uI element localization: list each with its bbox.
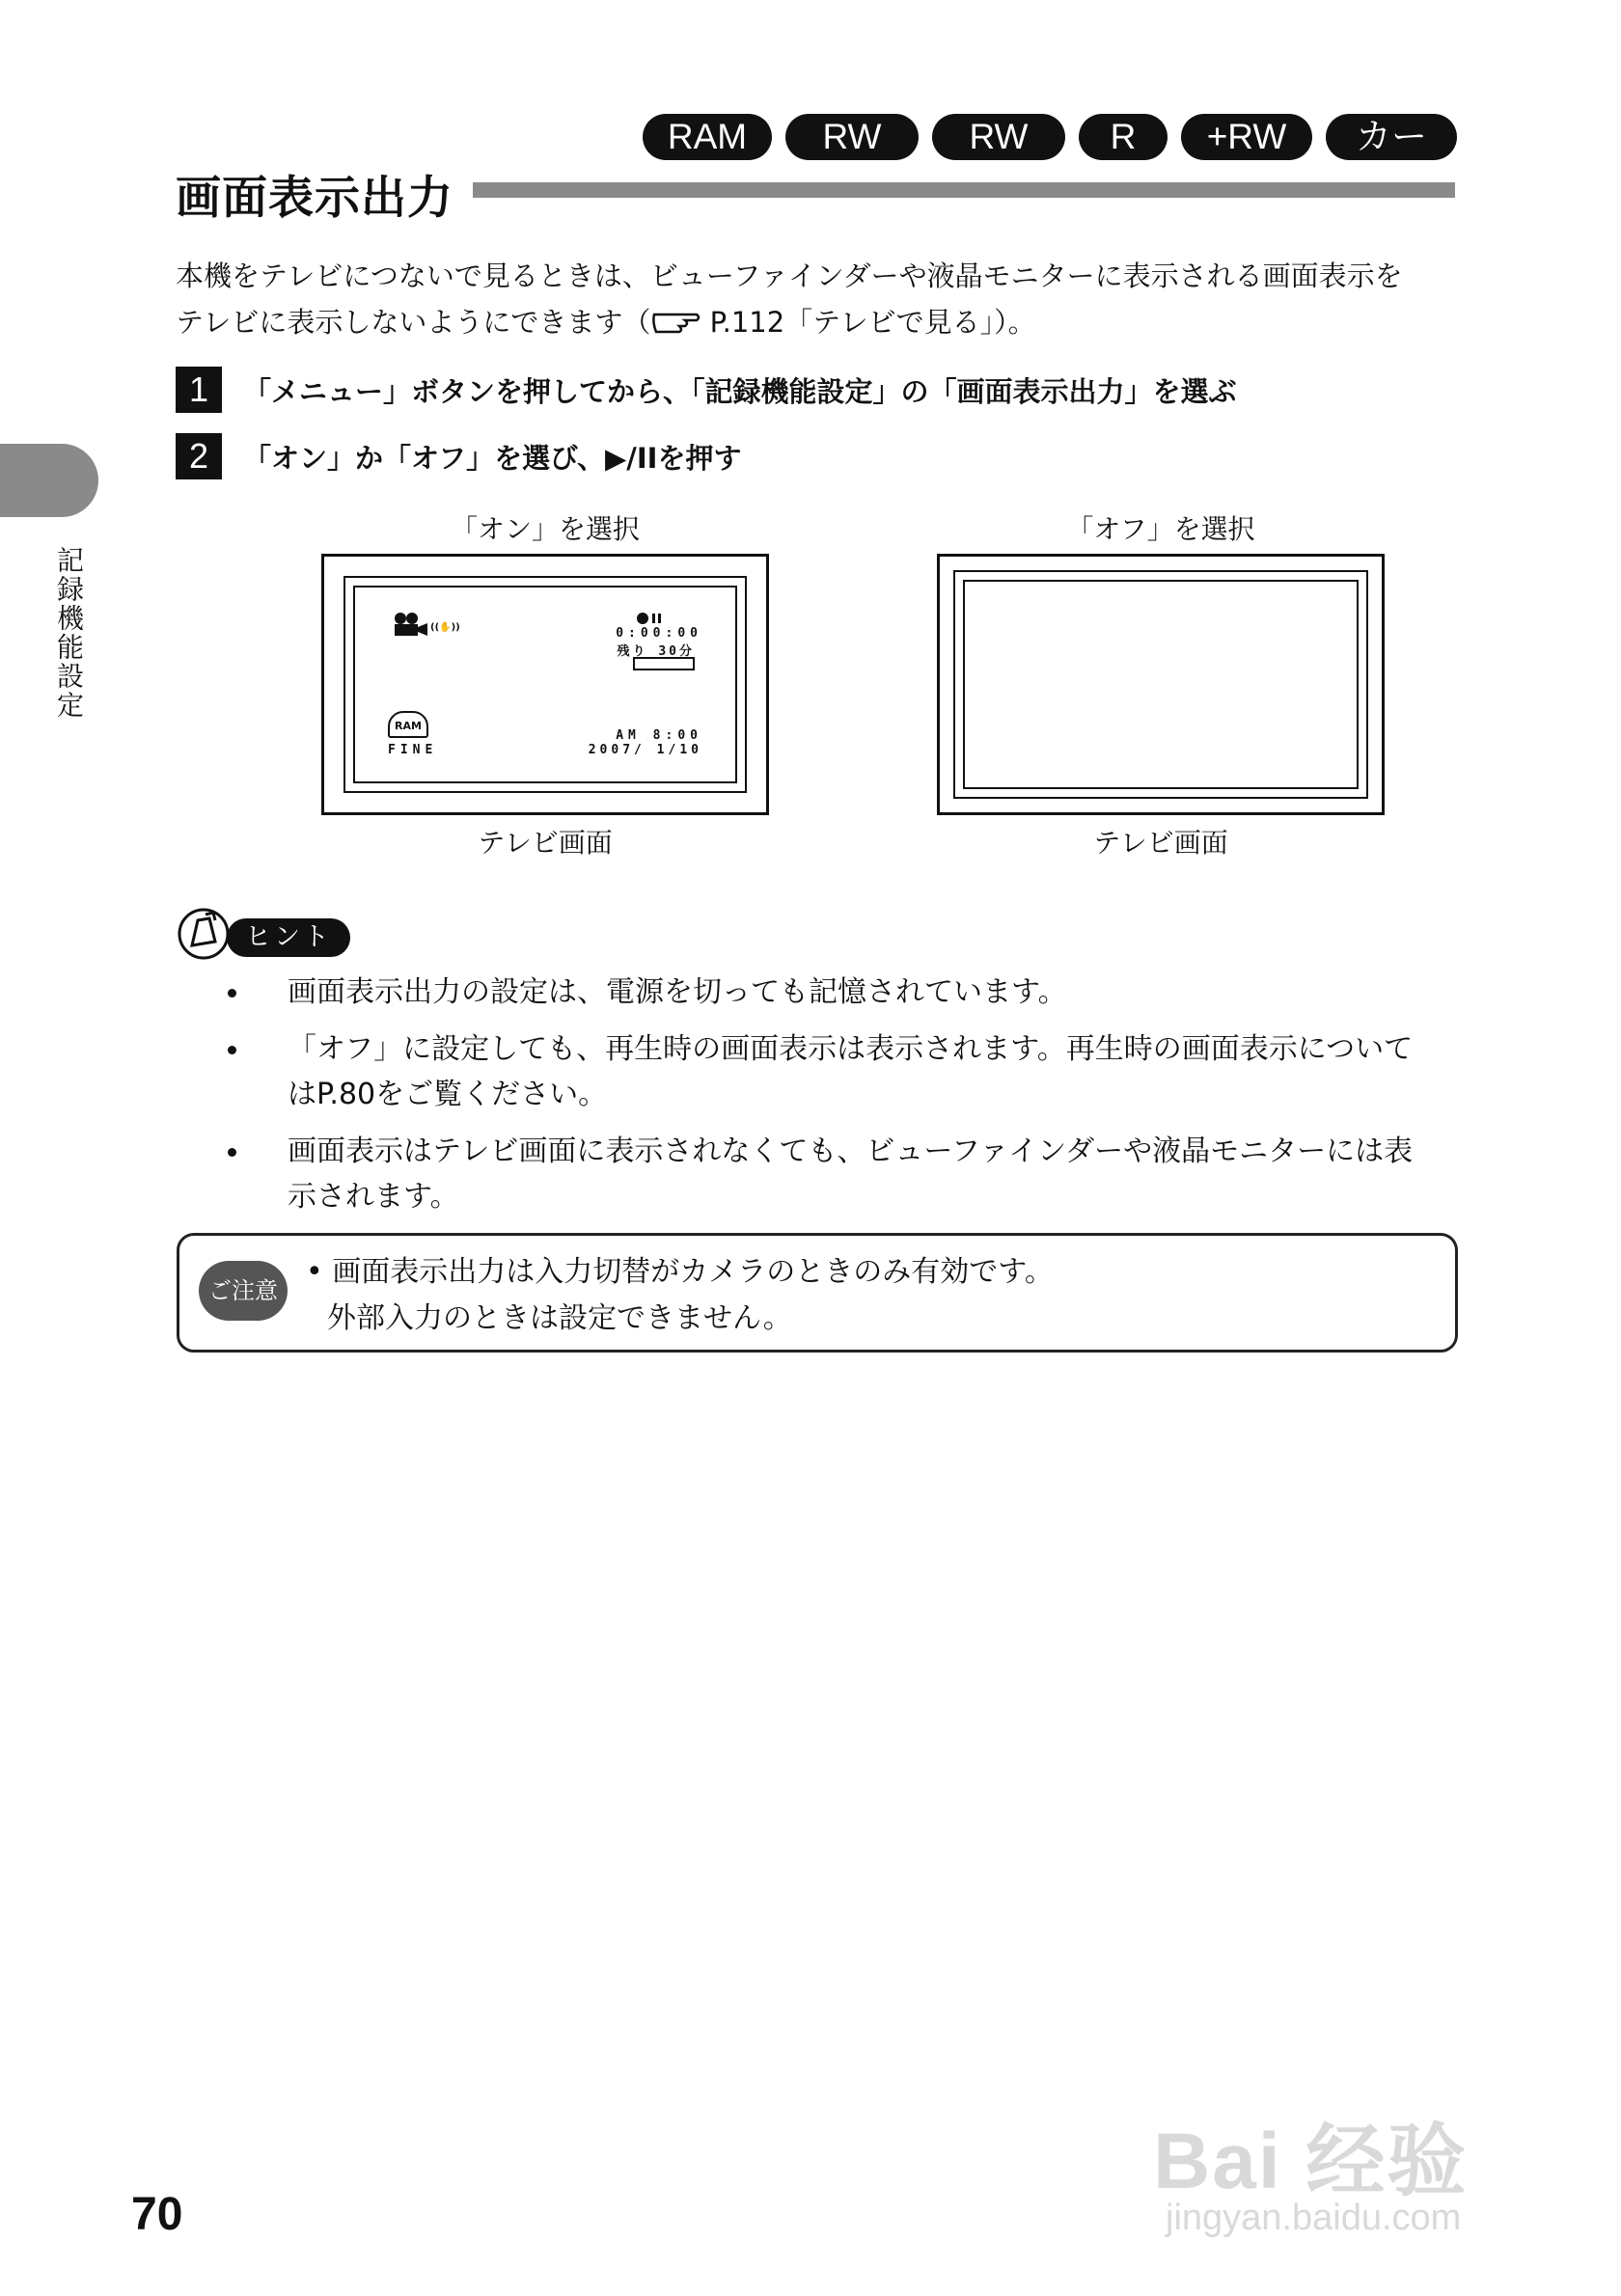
caution-line-2: 外部入力のときは設定できません。 (327, 1301, 792, 1335)
stabilizer-icon: ((✋)) (430, 622, 460, 633)
hint-pencil-icon (177, 907, 231, 961)
caution-text (306, 1249, 1054, 1342)
title-rule (473, 182, 1455, 198)
badge-r: R (1079, 114, 1168, 160)
badge-rw-vr: RW (785, 114, 919, 160)
hint-item: 画面表示はテレビ画面に表示されなくても、ビューファインダーや液晶モニターには表 示されます。 (228, 1129, 1463, 1219)
hint-label: ヒント (227, 918, 350, 957)
disc-icon: RAM (388, 711, 428, 738)
intro-line-2a: テレビに表示しないようにできます（ (176, 306, 651, 339)
pointing-hand-icon (650, 309, 701, 336)
caution-badge: ご注意 (199, 1261, 288, 1321)
on-bottom-caption: テレビ画面 (478, 827, 613, 859)
watermark-url: jingyan.baidu.com (1166, 2198, 1462, 2238)
tv-screen-on (321, 554, 769, 815)
step-1-number: 1 (176, 367, 222, 413)
page-number: 70 (131, 2189, 183, 2240)
badge-ram: RAM (643, 114, 772, 160)
caution-line-1: • 画面表示出力は入力切替がカメラのときのみ有効です。 (306, 1255, 1054, 1289)
step-1-text: 「メニュー」ボタンを押してから、「記録機能設定」の「画面表示出力」を選ぶ (243, 375, 1237, 408)
osd-bar (633, 657, 695, 670)
off-caption: 「オフ」を選択 (1066, 513, 1255, 545)
tv-screen-off (937, 554, 1385, 815)
badge-rw-vf: RW (932, 114, 1065, 160)
record-pause-icon (637, 613, 664, 624)
intro-line-1: 本機をテレビにつないで見るときは、ビューファインダーや液晶モニターに表示される画面表示を (176, 260, 1403, 292)
intro-line-2b: P.112「テレビで見る」）。 (701, 306, 1036, 339)
osd-clock: AM 8:00 (616, 728, 702, 743)
page-title: 画面表示出力 (176, 172, 453, 225)
badge-plus-rw: +RW (1181, 114, 1312, 160)
badge-card: カー (1326, 114, 1457, 160)
off-bottom-caption: テレビ画面 (1093, 827, 1228, 859)
hint-list (228, 970, 1463, 1231)
step-2-number: 2 (176, 433, 222, 479)
osd-remain: 残り 30分 (617, 644, 695, 659)
osd-quality: FINE (388, 743, 438, 757)
osd-date: 2007/ 1/10 (588, 743, 702, 757)
tv-frame-inner (963, 580, 1359, 789)
watermark-brand: Bai 经验 (1153, 2118, 1469, 2205)
step-2-text: 「オン」か「オフ」を選び、▶/IIを押す (243, 442, 742, 475)
osd-time: 0:00:00 (616, 626, 702, 641)
caution-box (177, 1233, 1458, 1353)
side-tab (0, 444, 98, 517)
intro-line-2 (176, 299, 1459, 345)
side-tab-label: 記録機能設定 (53, 546, 85, 720)
hint-item: 「オフ」に設定しても、再生時の画面表示は表示されます。再生時の画面表示について はP.80をご覧ください。 (228, 1026, 1463, 1117)
intro-text (176, 253, 1459, 345)
hint-item: 画面表示出力の設定は、電源を切っても記憶されています。 (228, 970, 1463, 1015)
on-caption: 「オン」を選択 (450, 513, 640, 545)
camera-icon (392, 613, 430, 638)
media-badges (643, 114, 1457, 160)
